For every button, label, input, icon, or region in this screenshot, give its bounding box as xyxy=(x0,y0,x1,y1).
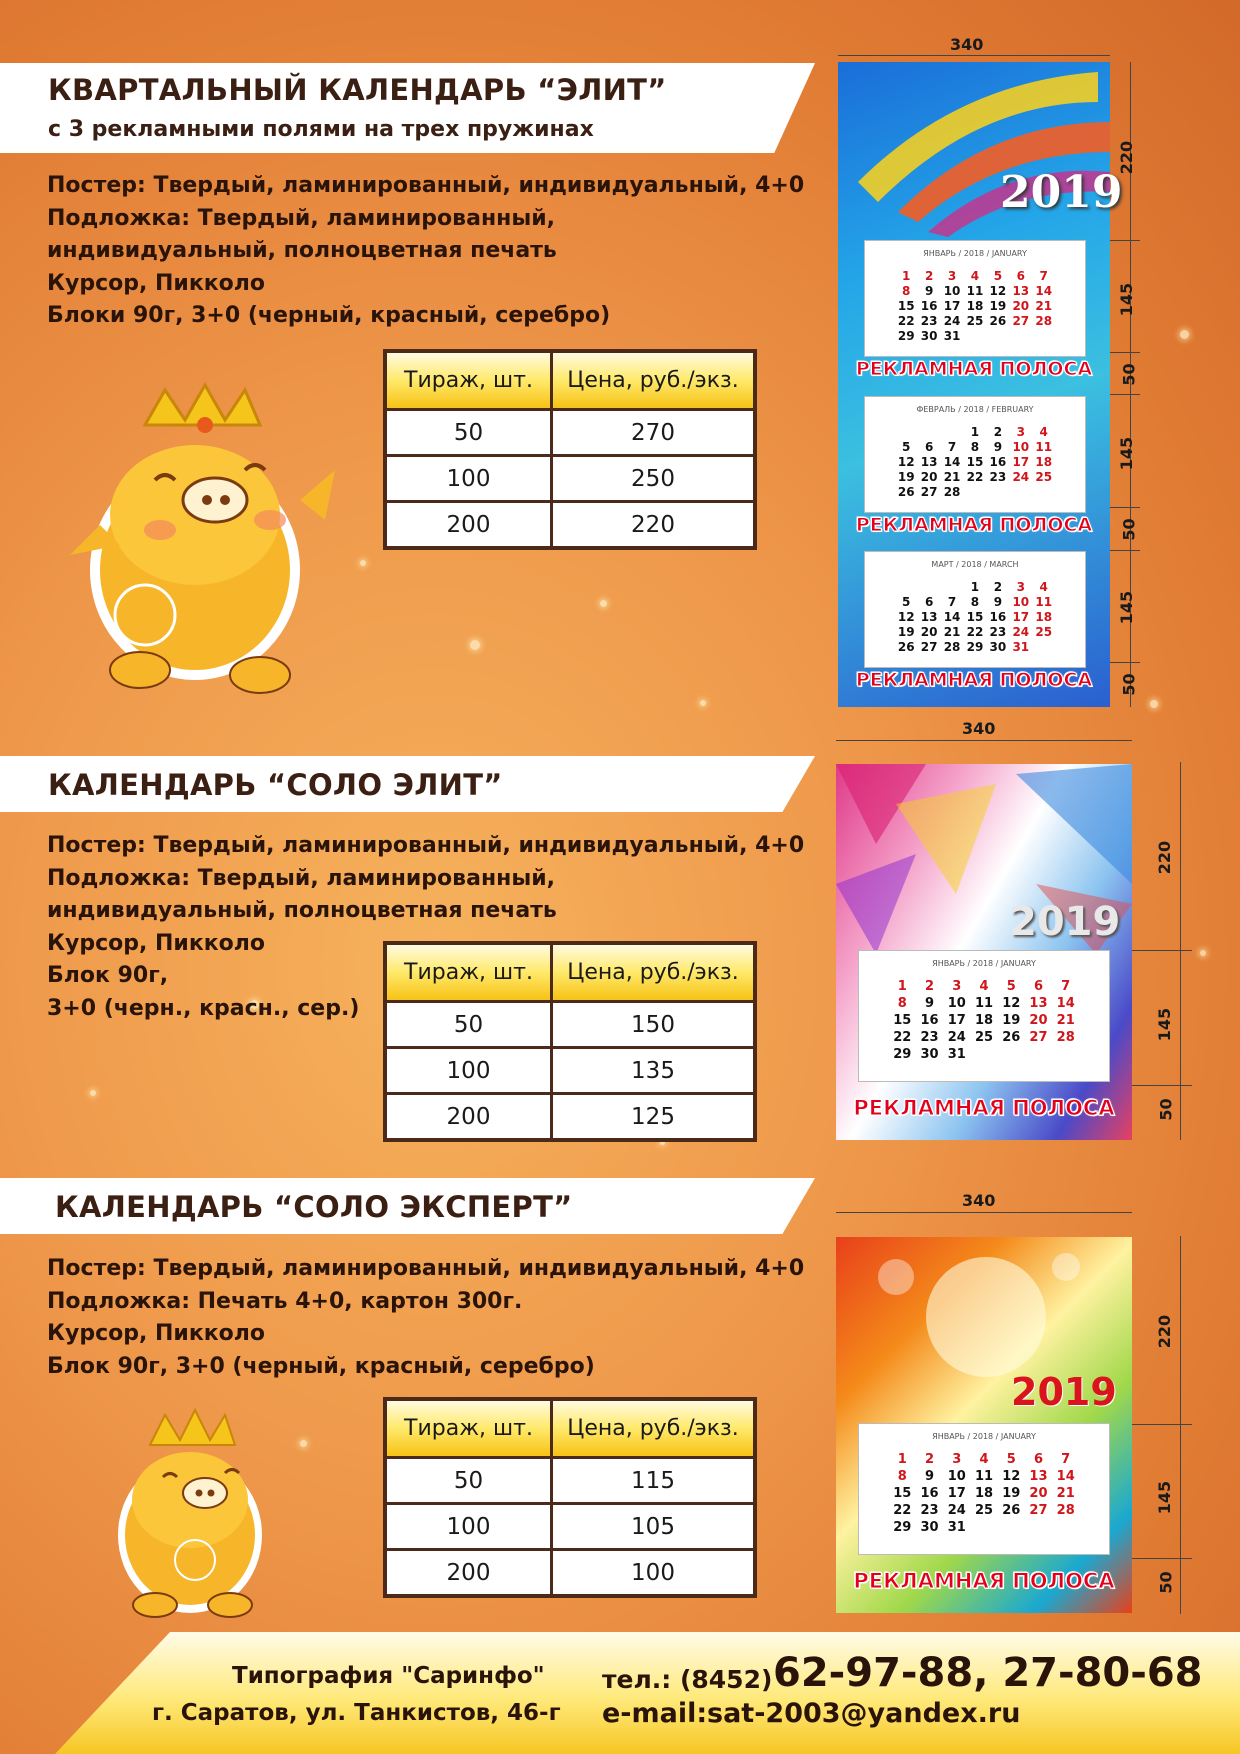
quantity-cell: 200 xyxy=(385,502,552,549)
dim-height: 145 xyxy=(1117,436,1137,471)
dim-height: 220 xyxy=(1155,840,1175,875)
calendar-block: ЯНВАРЬ / 2018 / JANUARY 1 2 3 4 5 6 7 8 9 10 11 12 13 14 15 16 17 18 19 20 21 22 23 24 25 26 27 28 29 30 31 xyxy=(858,1423,1110,1555)
column-header: Тираж, шт. xyxy=(385,351,552,410)
price-cell: 115 xyxy=(552,1458,756,1504)
calendar-block: ЯНВАРЬ / 2018 / JANUARY 1 2 3 4 5 6 7 8 9 10 11 12 13 14 15 16 17 18 19 20 21 22 23 24 25 26 27 28 29 30 31 xyxy=(858,950,1110,1082)
spec-line: Подложка: Твердый, ламинированный, xyxy=(47,205,556,231)
table-row xyxy=(385,1002,755,1048)
dim-height: 50 xyxy=(1119,518,1139,541)
month-header: ЯНВАРЬ / 2018 / JANUARY xyxy=(932,959,1036,968)
price-cell: 105 xyxy=(552,1504,756,1550)
spec-line: Постер: Твердый, ламинированный, индивидуальный, 4+0 xyxy=(47,833,805,858)
spec-line: Блок 90г, 3+0 (черный, красный, серебро) xyxy=(47,1353,595,1379)
column-header: Цена, руб./экз. xyxy=(552,351,756,410)
table-row xyxy=(385,502,755,549)
quantity-cell: 200 xyxy=(385,1550,552,1597)
table-row xyxy=(385,1504,755,1550)
quantity-cell: 100 xyxy=(385,1504,552,1550)
month-header: ФЕВРАЛЬ / 2018 / FEBRUARY xyxy=(916,405,1034,414)
column-header: Цена, руб./экз. xyxy=(552,943,756,1002)
column-header: Тираж, шт. xyxy=(385,1399,552,1458)
table-header-row xyxy=(385,1399,755,1458)
spec-line: индивидуальный, полноцветная печать xyxy=(47,898,557,923)
spec-line: индивидуальный, полноцветная печать xyxy=(47,238,557,263)
quantity-cell: 100 xyxy=(385,1048,552,1094)
section3-title: КАЛЕНДАРЬ “СОЛО ЭКСПЕРТ” xyxy=(55,1190,573,1224)
dim-height: 145 xyxy=(1155,1480,1175,1515)
dim-height: 50 xyxy=(1119,673,1139,696)
column-header: Цена, руб./экз. xyxy=(552,1399,756,1458)
table-header-row xyxy=(385,351,755,410)
ad-strip: РЕКЛАМНАЯ ПОЛОСА xyxy=(855,358,1093,380)
table-row xyxy=(385,1094,755,1141)
spec-line: Постер: Твердый, ламинированный, индивидуальный, 4+0 xyxy=(47,1256,805,1281)
dim-width: 340 xyxy=(962,1191,996,1210)
dim-height: 145 xyxy=(1117,282,1137,317)
table-row xyxy=(385,1048,755,1094)
quantity-cell: 200 xyxy=(385,1094,552,1141)
year-label: 2019 xyxy=(1011,1370,1117,1414)
calendar-block: ФЕВРАЛЬ / 2018 / FEBRUARY 1 2 3 4 5 6 7 8 9 10 11 12 13 14 15 16 17 18 19 20 21 22 23 24 25 26 27 28 xyxy=(864,396,1086,513)
price-cell: 220 xyxy=(552,502,756,549)
email-label: e-mail: xyxy=(602,1698,708,1729)
section2-price-table xyxy=(383,941,757,1142)
dim-height: 220 xyxy=(1117,140,1137,175)
table-header-row xyxy=(385,943,755,1002)
spec-line: Подложка: Твердый, ламинированный, xyxy=(47,865,556,891)
ad-strip: РЕКЛАМНАЯ ПОЛОСА xyxy=(853,1096,1115,1120)
spec-line: Блоки 90г, 3+0 (черный, красный, серебро) xyxy=(47,303,611,328)
quantity-cell: 50 xyxy=(385,410,552,456)
price-cell: 100 xyxy=(552,1550,756,1597)
calendar-block: МАРТ / 2018 / MARCH 1 2 3 4 5 6 7 8 9 10 11 12 13 14 15 16 17 18 19 20 21 22 23 24 25 26 27 28 29 30 31 xyxy=(864,551,1086,668)
month-header: ЯНВАРЬ / 2018 / JANUARY xyxy=(923,249,1027,258)
month-header: ЯНВАРЬ / 2018 / JANUARY xyxy=(932,1432,1036,1441)
quantity-cell: 100 xyxy=(385,456,552,502)
section3-specs xyxy=(47,1253,804,1383)
section1-price-table xyxy=(383,349,757,550)
price-cell: 135 xyxy=(552,1048,756,1094)
table-row xyxy=(385,1458,755,1504)
calendar-elit-image xyxy=(838,62,1123,707)
month-header: МАРТ / 2018 / MARCH xyxy=(931,560,1019,569)
dim-height: 145 xyxy=(1155,1007,1175,1042)
table-row xyxy=(385,410,755,456)
dim-width: 340 xyxy=(962,719,996,738)
spec-line: Курсор, Пикколо xyxy=(47,930,266,956)
company-name: Типография "Саринфо" xyxy=(232,1663,545,1689)
phone-numbers[interactable]: 62-97-88, 27-80-68 xyxy=(773,1650,1203,1696)
dim-width: 340 xyxy=(950,35,984,54)
dim-height: 50 xyxy=(1156,1098,1176,1121)
price-cell: 250 xyxy=(552,456,756,502)
spec-line: Курсор, Пикколо xyxy=(47,1321,266,1346)
quantity-cell: 50 xyxy=(385,1002,552,1048)
calendar-block: ЯНВАРЬ / 2018 / JANUARY 1 2 3 4 5 6 7 8 9 10 11 12 13 14 15 16 17 18 19 20 21 22 23 24 25 26 27 28 29 30 31 xyxy=(864,240,1086,357)
ad-strip: РЕКЛАМНАЯ ПОЛОСА xyxy=(855,514,1093,536)
pig-mascot-icon xyxy=(95,1405,275,1625)
table-row xyxy=(385,1550,755,1597)
phone-prefix: тел.: (8452) xyxy=(602,1665,773,1694)
dim-height: 50 xyxy=(1119,363,1139,386)
table-row xyxy=(385,456,755,502)
ad-strip: РЕКЛАМНАЯ ПОЛОСА xyxy=(855,669,1093,691)
dim-height: 50 xyxy=(1156,1571,1176,1594)
spec-line: Постер: Твердый, ламинированный, индивидуальный, 4+0 xyxy=(47,173,805,198)
ad-strip: РЕКЛАМНАЯ ПОЛОСА xyxy=(853,1569,1115,1593)
calendar-solo-expert-image xyxy=(836,1237,1132,1613)
year-label: 2019 xyxy=(1009,899,1121,945)
calendar-solo-elit-image xyxy=(836,764,1132,1140)
email-link[interactable]: sat-2003@yandex.ru xyxy=(707,1698,1021,1729)
year-label: 2019 xyxy=(1000,167,1123,218)
section3-price-table xyxy=(383,1397,757,1598)
section2-title: КАЛЕНДАРЬ “СОЛО ЭЛИТ” xyxy=(48,768,503,802)
pig-mascot-icon xyxy=(45,370,345,720)
column-header: Тираж, шт. xyxy=(385,943,552,1002)
spec-line: Блок 90г, xyxy=(47,963,169,988)
dim-height: 145 xyxy=(1117,590,1137,625)
spec-line: Курсор, Пикколо xyxy=(47,270,266,296)
company-address: г. Саратов, ул. Танкистов, 46-г xyxy=(152,1700,561,1726)
section1-title: КВАРТАЛЬНЫЙ КАЛЕНДАРЬ “ЭЛИТ” xyxy=(48,73,667,107)
spec-line: 3+0 (черн., красн., сер.) xyxy=(47,995,360,1021)
section1-specs xyxy=(47,170,804,333)
quantity-cell: 50 xyxy=(385,1458,552,1504)
dim-height: 220 xyxy=(1155,1314,1175,1349)
price-cell: 125 xyxy=(552,1094,756,1141)
price-cell: 270 xyxy=(552,410,756,456)
section1-subtitle: с 3 рекламными полями на трех пружинах xyxy=(48,117,594,142)
spec-line: Подложка: Печать 4+0, картон 300г. xyxy=(47,1288,523,1314)
price-cell: 150 xyxy=(552,1002,756,1048)
